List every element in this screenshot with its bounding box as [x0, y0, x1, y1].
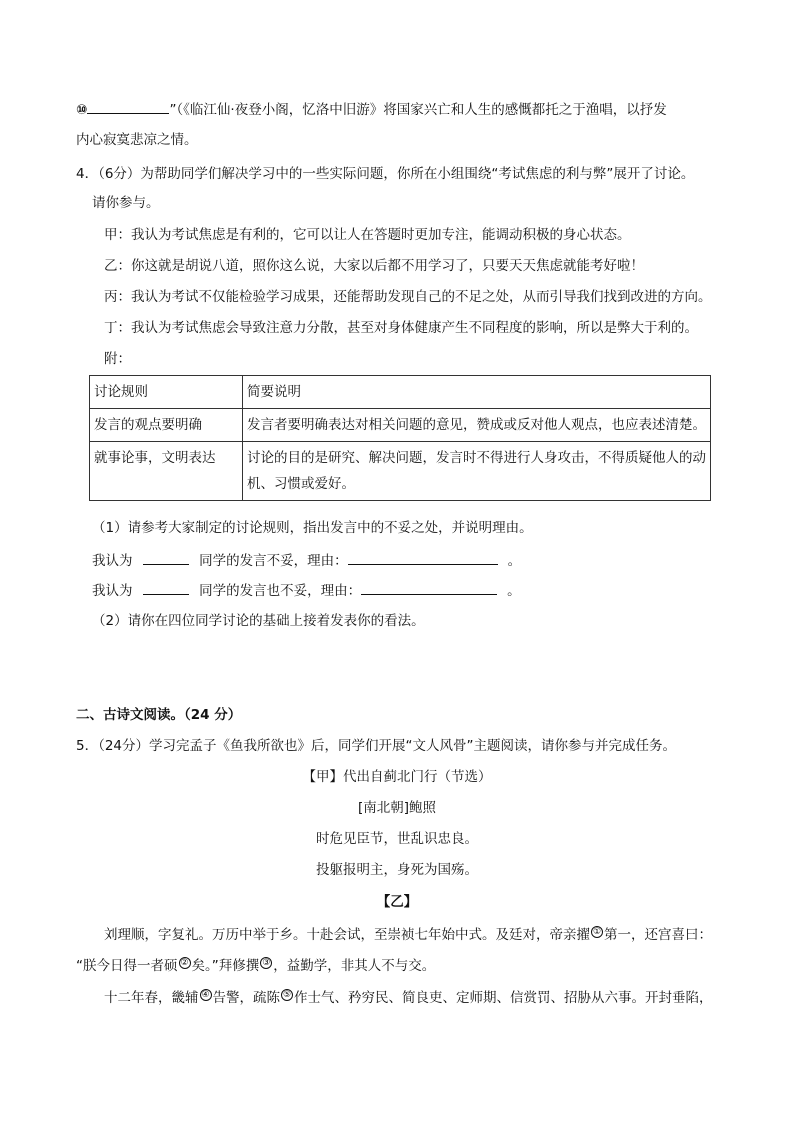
q4-stem: 4．（6分）为帮助同学们解决学习中的一些实际问题，你所在小组围绕“考试焦虑的利与弊”展开了讨论。 [76, 166, 695, 182]
footnote-marker: ③ [262, 957, 271, 968]
footnote-marker: ⑤ [282, 989, 292, 1000]
answer-mid: 同学的发言也不妥，理由： [199, 583, 362, 599]
table-header: 讨论规则 [90, 376, 243, 409]
table-row [90, 409, 711, 442]
table-cell: 讨论的目的是研究、解决问题，发言时不得进行人身攻击，不得质疑他人的动机、习惯或爱好。 [243, 442, 711, 501]
passage-text: 刘理顺，字复礼。万历中举于乡。十赴会试，至崇祯七年始中式。及廷对，帝亲擢 [104, 927, 590, 943]
footnote-marker: ① [592, 926, 602, 937]
table-row [90, 442, 711, 501]
answer-end: 。 [507, 553, 522, 569]
passage-paragraph-1-cont [76, 956, 435, 976]
footnote-marker: ④ [201, 989, 210, 1000]
reason-blank[interactable] [348, 550, 498, 565]
item10-blank[interactable] [87, 99, 169, 114]
passage-text: “朕今日得一者硕 [76, 958, 178, 974]
answer-line-2 [92, 580, 521, 601]
passage-paragraph-1 [104, 925, 712, 945]
answer-prefix: 我认为 [92, 583, 133, 599]
answer-prefix: 我认为 [92, 553, 133, 569]
q4-sub1: （1）请参考大家制定的讨论规则，指出发言中的不妥之处，并说明理由。 [92, 520, 533, 536]
passage-paragraph-2 [104, 988, 713, 1008]
passage-text: ，益勤学，非其人不与交。 [273, 958, 436, 974]
speaker-jia: 甲：我认为考试焦虑是有利的，它可以让人在答题时更加专注，能调动积极的身心状态。 [104, 227, 631, 243]
table-cell: 就事论事，文明表达 [90, 442, 243, 501]
table-cell: 发言者要明确表达对相关问题的意见，赞成或反对他人观点，也应表述清楚。 [243, 409, 711, 442]
item10-line [76, 99, 667, 120]
passage-text: 作士气、矜穷民、简良吏、定师期、信赏罚、招胁从六事。开封垂陷， [294, 990, 713, 1006]
answer-mid: 同学的发言不妥，理由： [199, 553, 348, 569]
passage-yi-title: 【乙】 [376, 894, 418, 910]
student-blank[interactable] [143, 550, 189, 565]
poem-title: 【甲】代出自蓟北门行（节选） [302, 769, 492, 785]
passage-text: 十二年春，畿辅 [104, 990, 199, 1006]
item10-marker: ⑩ [76, 102, 88, 118]
item10-text: ”（《临江仙·夜登小阁，忆洛中旧游》将国家兴亡和人生的感慨都托之于渔唱，以抒发 [169, 102, 667, 118]
item10-line2: 内心寂寞悲凉之情。 [76, 132, 198, 148]
passage-text: 矣。”拜修撰 [191, 958, 260, 974]
rules-table [89, 375, 711, 501]
answer-line-1 [92, 550, 521, 571]
passage-text: 告警，疏陈 [212, 990, 280, 1006]
speaker-ding: 丁：我认为考试焦虑会导致注意力分散，甚至对身体健康产生不同程度的影响，所以是弊大于利的。 [104, 320, 698, 336]
answer-end: 。 [507, 583, 521, 599]
speaker-bing: 丙：我认为考试不仅能检验学习成果，还能帮助发现自己的不足之处，从而引导我们找到改进的方向。 [104, 289, 712, 305]
table-header-row [90, 376, 711, 409]
passage-text: 第一，还宫喜曰： [604, 927, 712, 943]
reason-blank[interactable] [361, 580, 497, 595]
poem-line: 时危见臣节，世乱识忠良。 [316, 831, 478, 847]
q4-stem-cont: 请你参与。 [92, 195, 160, 211]
speaker-yi: 乙：你这就是胡说八道，照你这么说，大家以后都不用学习了，只要天天焦虑就能考好啦！ [104, 258, 644, 274]
poem-line: 投躯报明主，身死为国殇。 [316, 862, 478, 878]
table-cell: 发言的观点要明确 [90, 409, 243, 442]
student-blank[interactable] [143, 580, 189, 595]
section-heading: 二、古诗文阅读。（24 分） [76, 707, 242, 723]
q5-stem: 5．（24分）学习完孟子《鱼我所欲也》后，同学们开展“文人风骨”主题阅读，请你参与并完成任务。 [76, 738, 677, 754]
footnote-marker: ② [180, 957, 189, 968]
table-header: 简要说明 [243, 376, 711, 409]
q4-sub2: （2）请你在四位同学讨论的基础上接着发表你的看法。 [92, 613, 425, 629]
poem-author: [南北朝]鲍照 [357, 800, 437, 816]
appendix-label: 附： [104, 351, 131, 367]
